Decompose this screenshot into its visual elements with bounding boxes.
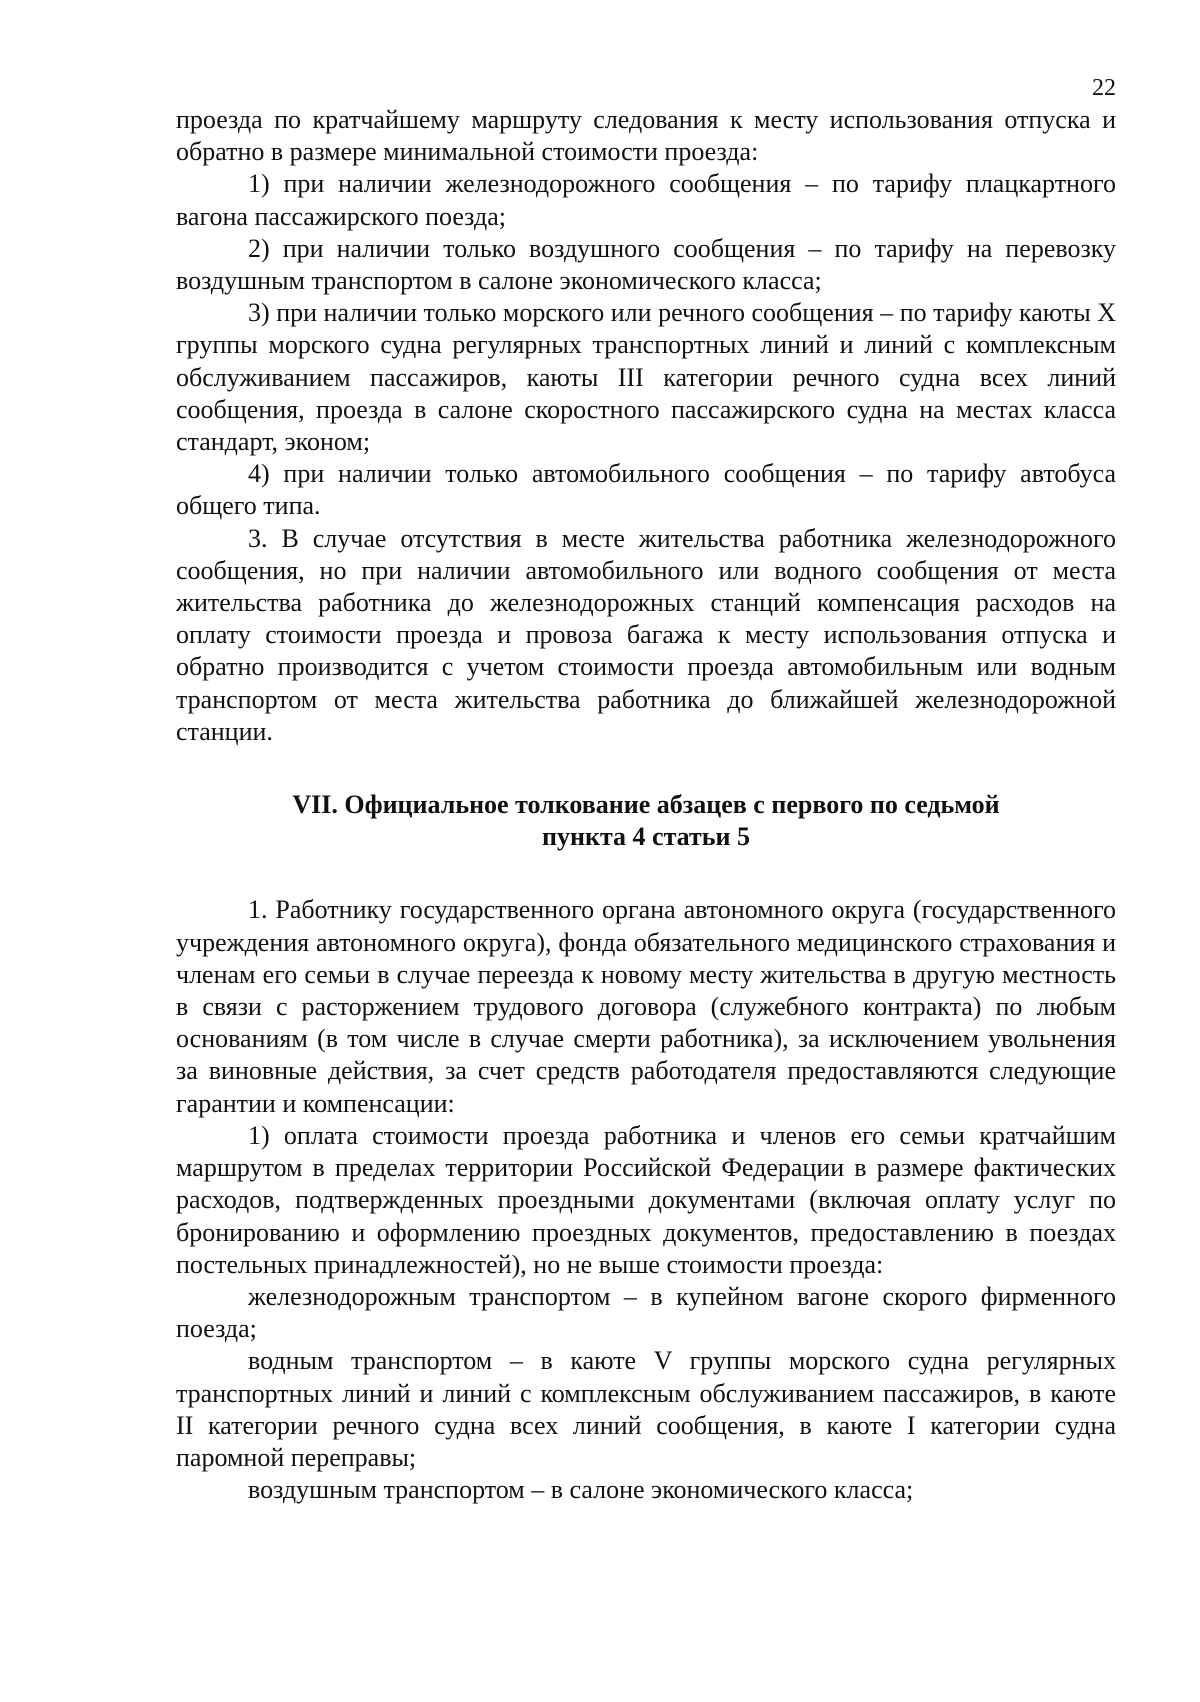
section-heading-line-1: VII. Официальное толкование абзацев с первого по седьмой <box>292 790 1000 820</box>
paragraph-travel-intro: проезда по кратчайшему маршруту следования к месту использования отпуска и обратно в размере минимальной стоимости проезда: <box>176 105 1116 167</box>
paragraph-bus-tariff: 4) при наличии только автомобильного сообщения – по тарифу автобуса общего типа. <box>176 459 1116 521</box>
paragraph-air-transport: воздушным транспортом – в салоне экономического класса; <box>248 1475 914 1505</box>
paragraph-sea-river-tariff: 3) при наличии только морского или речного сообщения – по тарифу каюты X группы морского судна регулярных транспортных линий и линий с комплексным обслуживанием пассажиров, каюты III категории речного судна всех линий сообщения, проезда в салоне скоростного пассажирского судна на местах класса стандарт, эконом; <box>176 298 1116 457</box>
paragraph-water-transport: водным транспортом – в каюте V группы морского судна регулярных транспортных линий и линий с комплексным обслуживанием пассажиров, в каюте II категории речного судна всех линий сообщения, в каюте I категории судна паромной переправы; <box>176 1346 1116 1472</box>
section-heading-line-2: пункта 4 статьи 5 <box>542 822 750 852</box>
section-heading <box>176 789 1116 853</box>
paragraph-item-3: 3. В случае отсутствия в месте жительства работника железнодорожного сообщения, но при наличии автомобильного или водного сообщения от места жительства работника до железнодорожных станций компенсация расходов на оплату стоимости проезда и провоза багажа к месту использования отпуска и обратно производится с учетом стоимости проезда автомобильным или водным транспортом от места жительства работника до ближайшей железнодорожной станции. <box>176 523 1116 746</box>
page-number: 22 <box>1092 75 1116 101</box>
paragraph-railway-tariff: 1) при наличии железнодорожного сообщения – по тарифу плацкартного вагона пассажирского поезда; <box>176 169 1116 231</box>
paragraph-travel-payment: 1) оплата стоимости проезда работника и членов его семьи кратчайшим маршрутом в пределах территории Российской Федерации в размере фактических расходов, подтвержденных проездными документами (включая оплату услуг по бронированию и оформлению проездных документов, предоставлению в поездах постельных принадлежностей), но не выше стоимости проезда: <box>176 1120 1116 1279</box>
paragraph-air-tariff: 2) при наличии только воздушного сообщения – по тарифу на перевозку воздушным транспортом в салоне экономического класса; <box>176 233 1116 296</box>
paragraph-item-1: 1. Работнику государственного органа автономного округа (государственного учреждения автономного округа), фонда обязательного медицинского страхования и членам его семьи в случае переезда к новому месту жительства в другую местность в связи с расторжением трудового договора (служебного контракта) по любым основаниям (в том числе в случае смерти работника), за исключением увольнения за виновные действия, за счет средств работодателя предоставляются следующие гарантии и компенсации: <box>176 895 1116 1118</box>
paragraph-railway-transport: железнодорожным транспортом – в купейном вагоне скорого фирменного поезда; <box>176 1281 1116 1344</box>
document-body <box>176 104 1116 1506</box>
